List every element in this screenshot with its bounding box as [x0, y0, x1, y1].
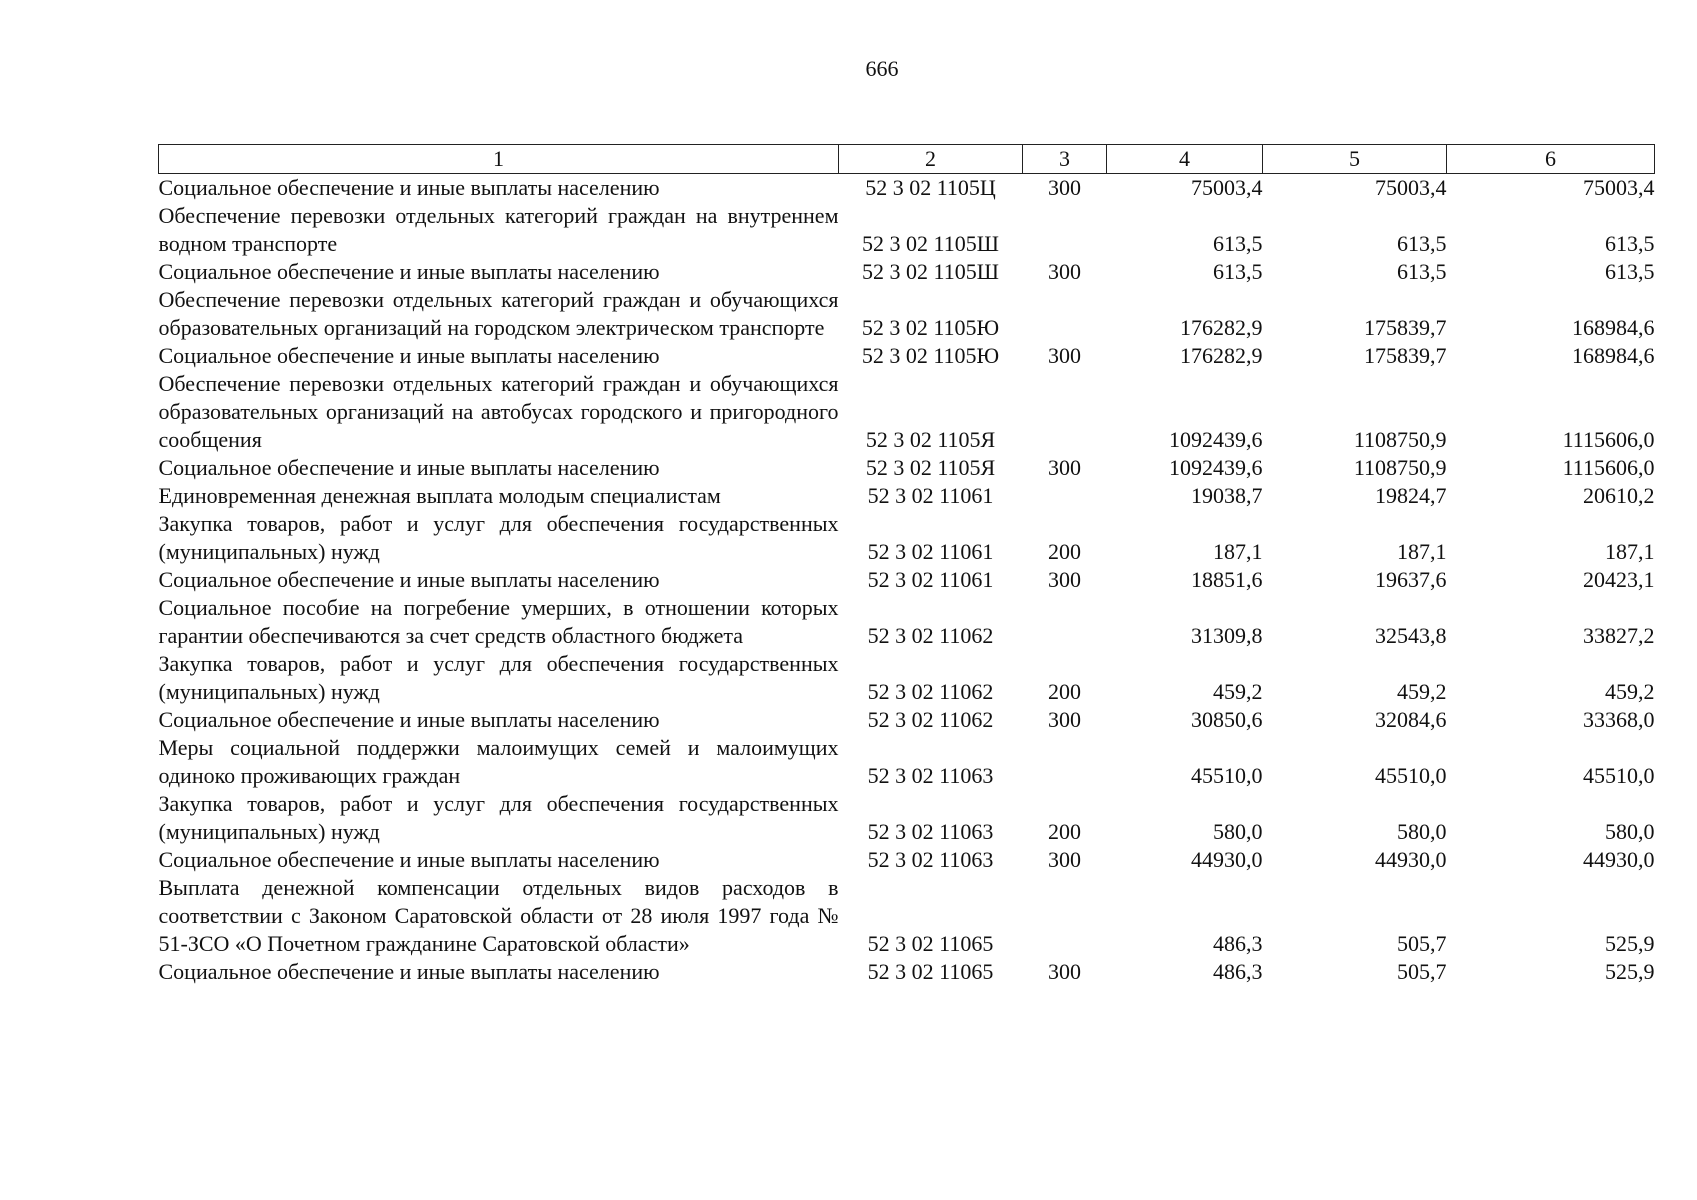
row-value-4-cell: 486,3 [1213, 931, 1263, 956]
row-value-6-cell: 613,5 [1605, 231, 1655, 256]
row-type-cell [1023, 874, 1107, 958]
row-value-6-cell: 613,5 [1605, 259, 1655, 284]
row-value-5-cell: 1108750,9 [1353, 455, 1447, 480]
row-name-cell: Социальное обеспечение и иные выплаты населению [158, 175, 660, 200]
table-body [159, 174, 1655, 987]
table-row [159, 734, 1655, 790]
table-row [159, 706, 1655, 734]
row-type-cell [1023, 734, 1107, 790]
table-row [159, 286, 1655, 342]
row-type-cell: 200 [1048, 819, 1081, 844]
row-code-cell: 52 3 02 1105Ш [862, 231, 999, 256]
row-value-6-cell: 1115606,0 [1562, 427, 1655, 452]
table-row [159, 846, 1655, 874]
row-type-cell: 300 [1048, 959, 1081, 984]
row-value-4-cell: 187,1 [1213, 539, 1263, 564]
row-type-cell: 300 [1048, 707, 1081, 732]
row-name-cell: Социальное обеспечение и иные выплаты населению [158, 343, 660, 368]
row-value-4-cell: 613,5 [1213, 231, 1263, 256]
row-code-cell: 52 3 02 11062 [867, 707, 994, 732]
row-value-6-cell: 187,1 [1605, 539, 1655, 564]
row-type-cell: 300 [1048, 567, 1081, 592]
row-value-6-cell: 33827,2 [1583, 623, 1655, 648]
table-row [159, 174, 1655, 203]
row-type-cell [1023, 286, 1107, 342]
row-value-5-cell: 175839,7 [1364, 343, 1447, 368]
table-row [159, 874, 1655, 958]
row-type-cell: 200 [1048, 679, 1081, 704]
row-code-cell: 52 3 02 1105Ц [865, 175, 996, 200]
row-name-cell: Социальное обеспечение и иные выплаты населению [158, 707, 660, 732]
row-name-cell: Социальное обеспечение и иные выплаты населению [158, 847, 660, 872]
table-row [159, 958, 1655, 986]
row-type-cell: 300 [1048, 455, 1081, 480]
row-name-cell: Социальное обеспечение и иные выплаты населению [158, 455, 660, 480]
table-row [159, 342, 1655, 370]
budget-table [158, 144, 1655, 986]
row-name-cell: Обеспечение перевозки отдельных категорий граждан и обучающихся образовательных организаций на городском электрическом транспорте [158, 287, 839, 340]
row-name-cell: Закупка товаров, работ и услуг для обеспечения государственных (муниципальных) нужд [158, 791, 839, 844]
row-value-4-cell: 18851,6 [1191, 567, 1263, 592]
table-row [159, 510, 1655, 566]
table-row [159, 258, 1655, 286]
column-header-5: 5 [1263, 145, 1447, 174]
row-value-5-cell: 505,7 [1397, 959, 1447, 984]
row-code-cell: 52 3 02 11061 [867, 567, 994, 592]
row-value-6-cell: 75003,4 [1583, 175, 1655, 200]
row-name-cell: Закупка товаров, работ и услуг для обеспечения государственных (муниципальных) нужд [158, 651, 839, 704]
row-value-6-cell: 20423,1 [1583, 567, 1655, 592]
row-value-4-cell: 176282,9 [1180, 343, 1263, 368]
row-value-6-cell: 44930,0 [1583, 847, 1655, 872]
row-code-cell: 52 3 02 11062 [867, 623, 994, 648]
row-code-cell: 52 3 02 1105Я [865, 455, 996, 480]
row-value-5-cell: 19637,6 [1375, 567, 1447, 592]
row-name-cell: Единовременная денежная выплата молодым специалистам [158, 483, 721, 508]
row-value-5-cell: 505,7 [1397, 931, 1447, 956]
row-value-4-cell: 486,3 [1213, 959, 1263, 984]
table-row [159, 790, 1655, 846]
row-name-cell: Выплата денежной компенсации отдельных видов расходов в соответствии с Законом Саратовской области от 28 июля 1997 года № 51-ЗСО «О Почетном гражданине Саратовской области» [158, 875, 839, 956]
row-value-4-cell: 30850,6 [1191, 707, 1263, 732]
row-value-4-cell: 613,5 [1213, 259, 1263, 284]
row-name-cell: Социальное обеспечение и иные выплаты населению [158, 567, 660, 592]
row-name-cell: Социальное обеспечение и иные выплаты населению [158, 259, 660, 284]
table-row [159, 482, 1655, 510]
table-row [159, 454, 1655, 482]
row-value-5-cell: 1108750,9 [1353, 427, 1447, 452]
header-row [159, 145, 1655, 174]
column-header-1: 1 [159, 145, 839, 174]
row-value-4-cell: 75003,4 [1191, 175, 1263, 200]
row-code-cell: 52 3 02 11063 [867, 819, 994, 844]
row-name-cell: Обеспечение перевозки отдельных категорий граждан на внутреннем водном транспорте [158, 203, 839, 256]
row-name-cell: Социальное пособие на погребение умерших, в отношении которых гарантии обеспечиваются за счет средств областного бюджета [158, 595, 839, 648]
page-number: 666 [865, 56, 899, 81]
row-name-cell: Обеспечение перевозки отдельных категорий граждан и обучающихся образовательных организаций на автобусах городского и пригородного сообщения [158, 371, 839, 452]
table-row [159, 202, 1655, 258]
row-code-cell: 52 3 02 1105Ш [862, 259, 999, 284]
row-value-5-cell: 44930,0 [1375, 847, 1447, 872]
row-type-cell: 300 [1048, 259, 1081, 284]
row-type-cell [1023, 594, 1107, 650]
row-code-cell: 52 3 02 11062 [867, 679, 994, 704]
table-row [159, 594, 1655, 650]
row-code-cell: 52 3 02 11065 [867, 931, 994, 956]
row-code-cell: 52 3 02 1105Ю [861, 315, 1000, 340]
table-row [159, 566, 1655, 594]
row-value-5-cell: 187,1 [1397, 539, 1447, 564]
row-value-6-cell: 459,2 [1605, 679, 1655, 704]
row-value-6-cell: 45510,0 [1583, 763, 1655, 788]
row-code-cell: 52 3 02 11061 [867, 539, 994, 564]
row-value-5-cell: 75003,4 [1375, 175, 1447, 200]
row-value-6-cell: 525,9 [1605, 931, 1655, 956]
row-name-cell: Меры социальной поддержки малоимущих семей и малоимущих одиноко проживающих граждан [158, 735, 839, 788]
row-code-cell: 52 3 02 11061 [867, 483, 994, 508]
row-value-5-cell: 45510,0 [1375, 763, 1447, 788]
row-code-cell: 52 3 02 1105Я [865, 427, 996, 452]
row-type-cell [1023, 482, 1107, 510]
row-value-4-cell: 19038,7 [1191, 483, 1263, 508]
table-row [159, 370, 1655, 454]
row-value-4-cell: 45510,0 [1191, 763, 1263, 788]
row-value-6-cell: 168984,6 [1572, 343, 1655, 368]
row-type-cell: 300 [1048, 343, 1081, 368]
row-value-6-cell: 525,9 [1605, 959, 1655, 984]
row-code-cell: 52 3 02 11065 [867, 959, 994, 984]
row-value-4-cell: 44930,0 [1191, 847, 1263, 872]
row-value-5-cell: 175839,7 [1364, 315, 1447, 340]
row-value-6-cell: 168984,6 [1572, 315, 1655, 340]
row-type-cell: 300 [1048, 175, 1081, 200]
row-code-cell: 52 3 02 11063 [867, 847, 994, 872]
row-name-cell: Закупка товаров, работ и услуг для обеспечения государственных (муниципальных) нужд [158, 511, 839, 564]
column-header-2: 2 [839, 145, 1023, 174]
row-value-6-cell: 1115606,0 [1562, 455, 1655, 480]
column-header-3: 3 [1023, 145, 1107, 174]
row-value-5-cell: 613,5 [1397, 231, 1447, 256]
row-value-5-cell: 19824,7 [1375, 483, 1447, 508]
row-code-cell: 52 3 02 1105Ю [861, 343, 1000, 368]
column-header-6: 6 [1447, 145, 1655, 174]
row-value-5-cell: 580,0 [1397, 819, 1447, 844]
table-header [159, 145, 1655, 174]
row-type-cell [1023, 202, 1107, 258]
row-value-4-cell: 176282,9 [1180, 315, 1263, 340]
row-value-4-cell: 31309,8 [1191, 623, 1263, 648]
row-value-5-cell: 32084,6 [1375, 707, 1447, 732]
row-type-cell [1023, 370, 1107, 454]
column-header-4: 4 [1107, 145, 1263, 174]
row-name-cell: Социальное обеспечение и иные выплаты населению [158, 959, 660, 984]
row-code-cell: 52 3 02 11063 [867, 763, 994, 788]
row-type-cell: 300 [1048, 847, 1081, 872]
row-type-cell: 200 [1048, 539, 1081, 564]
row-value-5-cell: 32543,8 [1375, 623, 1447, 648]
table-row [159, 650, 1655, 706]
row-value-4-cell: 580,0 [1213, 819, 1263, 844]
row-value-4-cell: 459,2 [1213, 679, 1263, 704]
row-value-6-cell: 580,0 [1605, 819, 1655, 844]
row-value-5-cell: 459,2 [1397, 679, 1447, 704]
row-value-4-cell: 1092439,6 [1169, 427, 1263, 452]
row-value-6-cell: 33368,0 [1583, 707, 1655, 732]
row-value-5-cell: 613,5 [1397, 259, 1447, 284]
row-value-4-cell: 1092439,6 [1169, 455, 1263, 480]
row-value-6-cell: 20610,2 [1583, 483, 1655, 508]
